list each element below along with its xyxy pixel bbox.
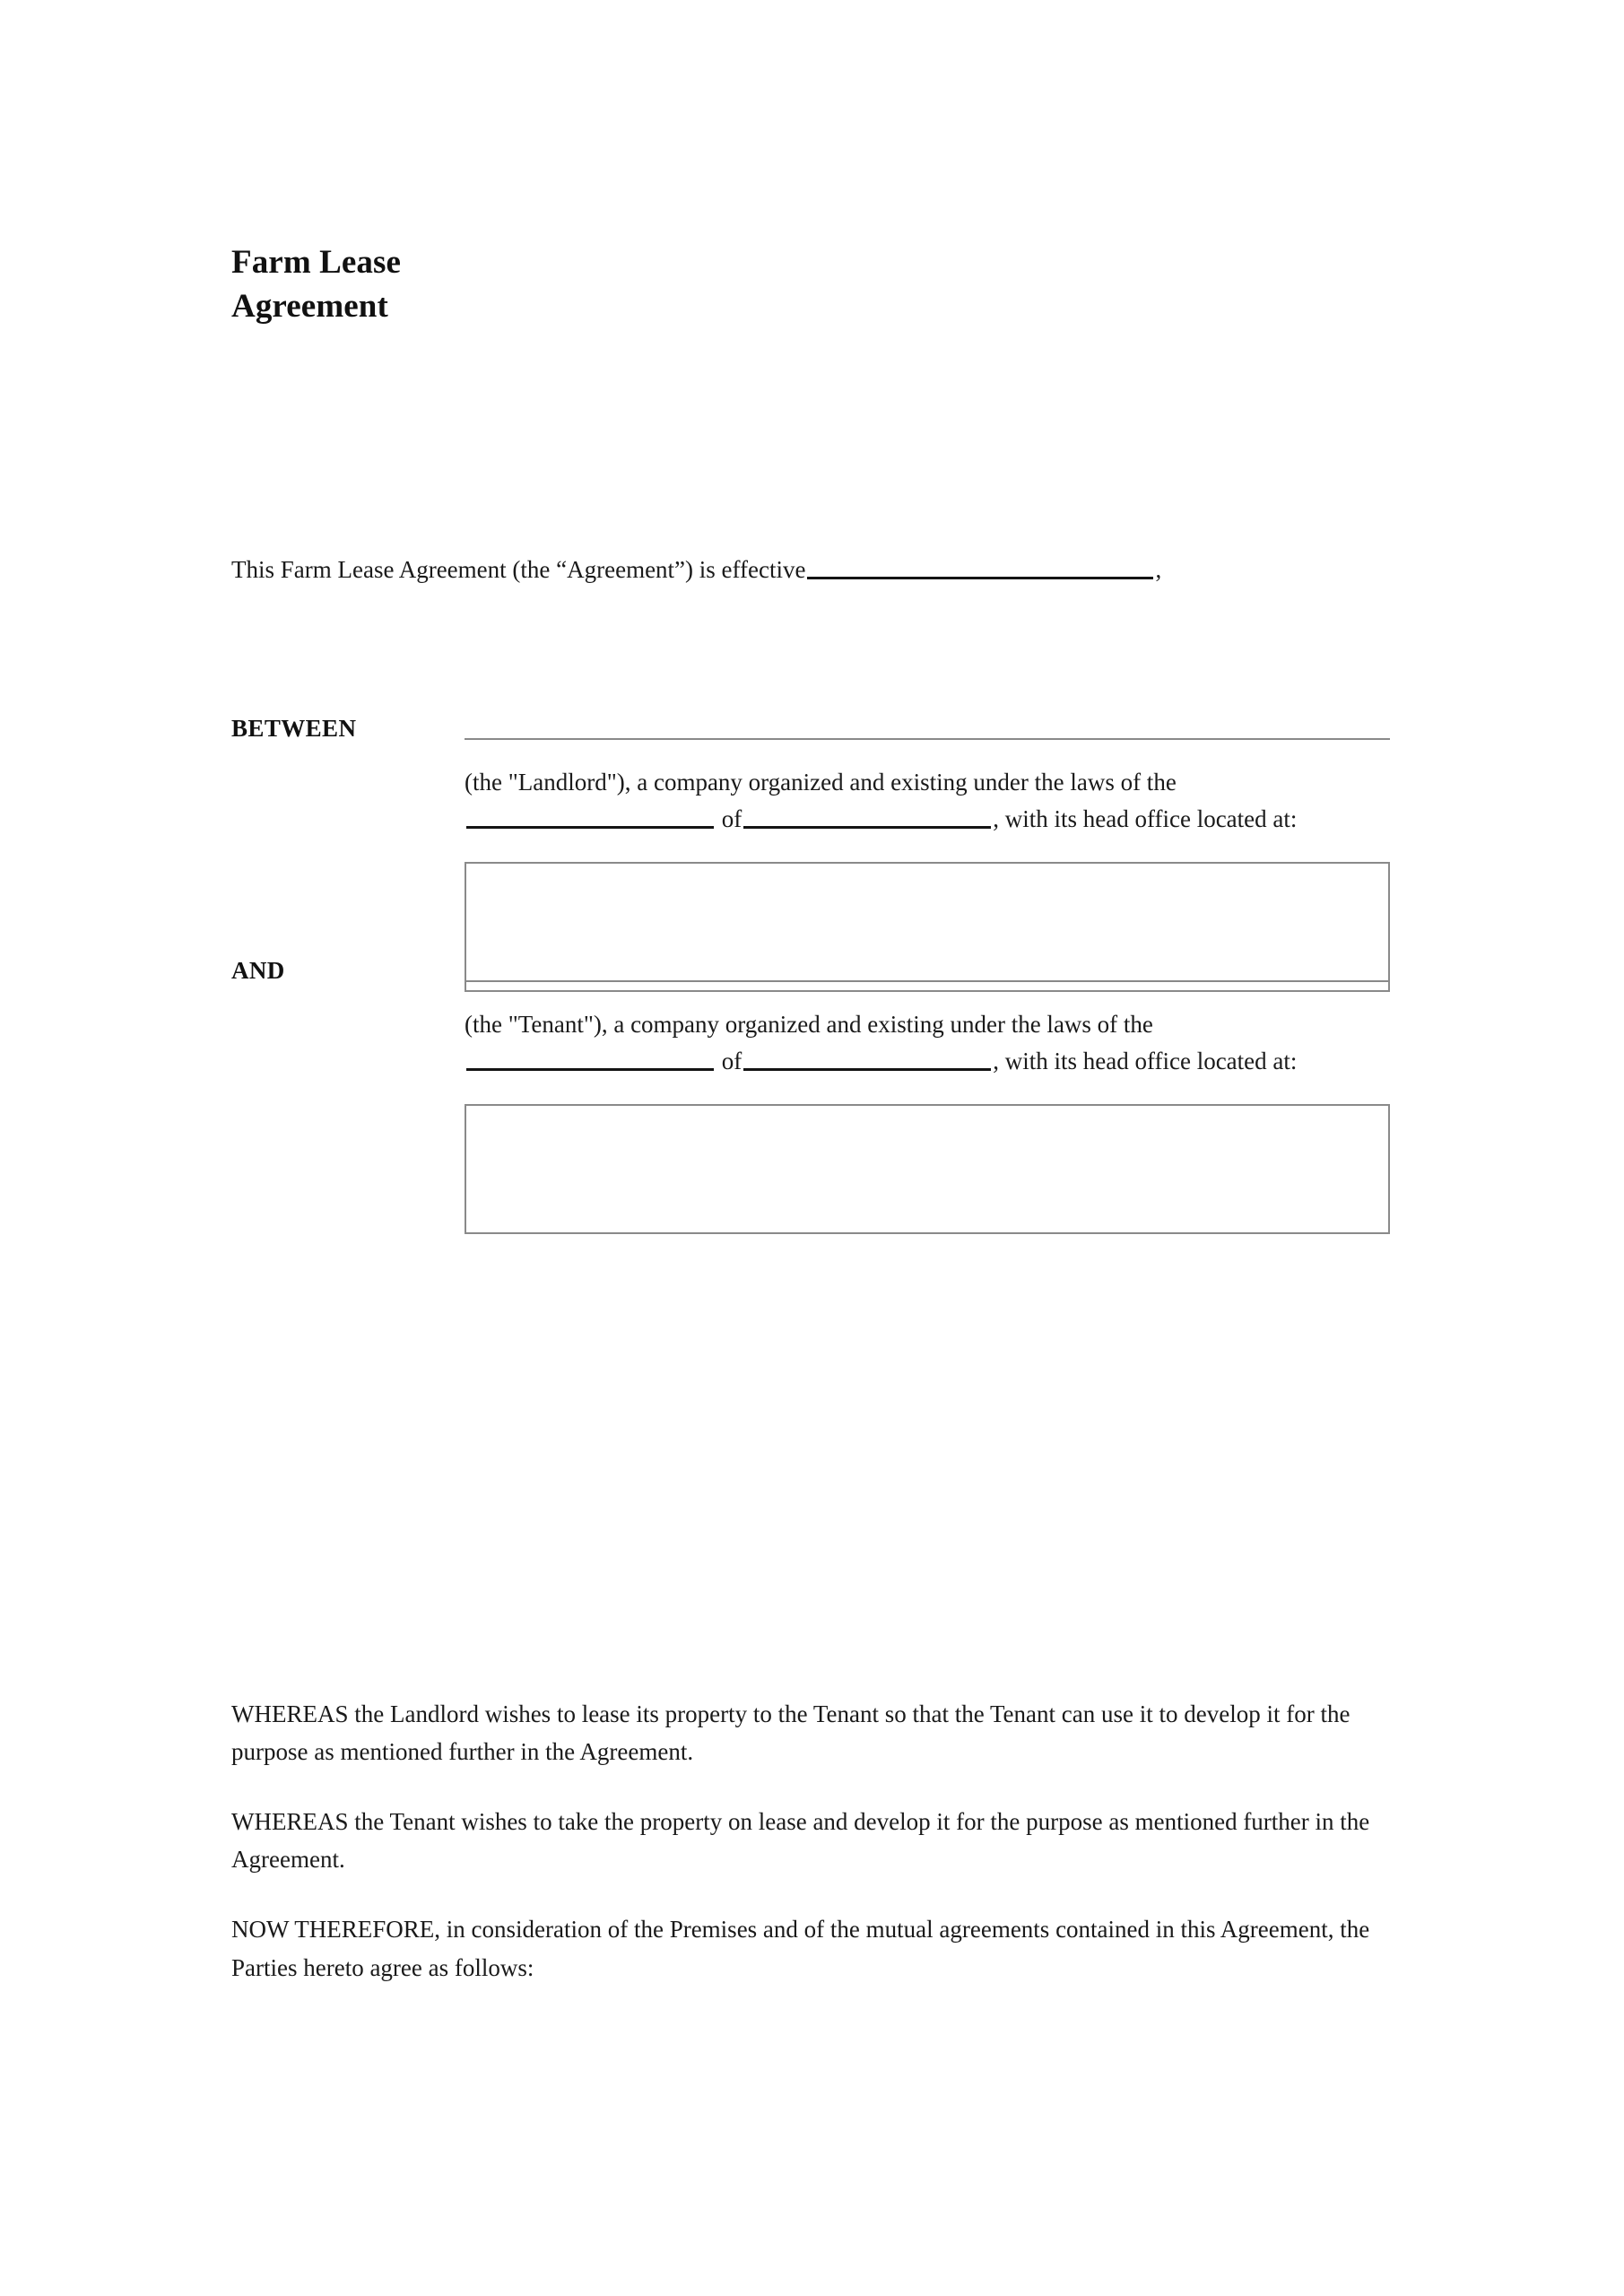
party-label-between: BETWEEN xyxy=(231,715,357,742)
landlord-state-blank[interactable] xyxy=(466,802,714,830)
tenant-name-blank[interactable] xyxy=(465,980,1390,982)
landlord-country-blank[interactable] xyxy=(743,802,991,830)
tenant-country-blank[interactable] xyxy=(743,1044,991,1072)
effective-date-blank[interactable] xyxy=(807,552,1153,579)
party-column-landlord xyxy=(465,709,1390,992)
title-line-2: Agreement xyxy=(231,287,388,325)
recitals-section xyxy=(231,1695,1390,1987)
party-label-and: AND xyxy=(231,957,285,984)
tenant-description xyxy=(465,1006,1390,1080)
recital-whereas-landlord: WHEREAS the Landlord wishes to lease its property to the Tenant so that the Tenant can use it to develop it for the purpose as mentioned further in the Agreement. xyxy=(231,1700,1350,1766)
landlord-description xyxy=(465,764,1390,838)
tenant-mid-of: of xyxy=(721,1048,743,1075)
tenant-desc-part1: (the "Tenant"), a company organized and existing under the laws of the xyxy=(465,1011,1153,1038)
landlord-desc-part2: , with its head office located at: xyxy=(993,805,1298,833)
recital-now-therefore: NOW THEREFORE, in consideration of the Premises and of the mutual agreements contained in this Agreement, the Parties hereto agree as follows: xyxy=(231,1916,1370,1981)
party-column-tenant xyxy=(465,951,1390,1234)
tenant-desc-part2: , with its head office located at: xyxy=(993,1048,1298,1075)
page-title xyxy=(231,240,617,328)
tenant-state-blank[interactable] xyxy=(466,1044,714,1072)
landlord-desc-part1: (the "Landlord"), a company organized and existing under the laws of the xyxy=(465,769,1177,796)
tenant-address-box[interactable] xyxy=(465,1104,1390,1234)
effective-date-suffix: , xyxy=(1155,556,1162,583)
landlord-name-blank[interactable] xyxy=(465,738,1390,740)
effective-date-line xyxy=(231,552,1390,588)
recital-whereas-tenant: WHEREAS the Tenant wishes to take the property on lease and develop it for the purpose as mentioned further in the Agreement. xyxy=(231,1808,1370,1874)
landlord-mid-of: of xyxy=(721,805,743,833)
effective-date-prefix: This Farm Lease Agreement (the “Agreement”) is effective xyxy=(231,556,806,583)
title-line-1: Farm Lease xyxy=(231,243,402,281)
